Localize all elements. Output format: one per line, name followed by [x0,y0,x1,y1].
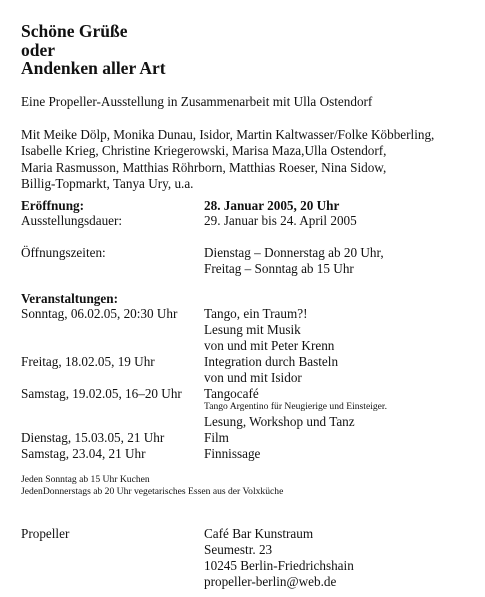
event-1-detail-2: von und mit Peter Krenn [204,338,335,353]
note-thursday: JedenDonnerstags ab 20 Uhr vegetarisches Essen aus der Volxküche [21,486,284,497]
duration-label: Ausstellungsdauer: [21,213,123,228]
title-line-2: oder [21,39,56,60]
event-1-date: Sonntag, 06.02.05, 20:30 Uhr [21,306,178,321]
note-sunday: Jeden Sonntag ab 15 Uhr Kuchen [21,474,150,485]
artist-list [21,127,483,192]
footer-street: Seumestr. 23 [204,542,273,557]
footer-name: Propeller [21,526,70,541]
event-5-title: Finnissage [204,446,261,461]
event-2-detail-1: von und mit Isidor [204,370,302,385]
event-4-date: Dienstag, 15.03.05, 21 Uhr [21,430,165,445]
footer-city: 10245 Berlin-Friedrichshain [204,558,354,573]
hours-value-2: Freitag – Sonntag ab 15 Uhr [204,261,354,276]
event-3-small-note: Tango Argentino für Neugierige und Einsteiger. [204,401,387,412]
hours-label: Öffnungszeiten: [21,245,106,260]
artist-line-3: Maria Rasmusson, Matthias Röhrborn, Matthias Roeser, Nina Sidow, [21,159,387,175]
event-1-title: Tango, ein Traum?! [204,306,308,321]
event-2-date: Freitag, 18.02.05, 19 Uhr [21,354,155,369]
events-heading: Veranstaltungen: [21,291,118,306]
artist-line-2: Isabelle Krieg, Christine Kriegerowski, Marisa Maza,Ulla Ostendorf, [21,143,387,159]
page-title [21,22,166,78]
footer-email[interactable]: propeller-berlin@web.de [204,574,337,589]
opening-value: 28. Januar 2005, 20 Uhr [204,198,340,213]
title-line-3: Andenken aller Art [21,58,166,78]
event-2-title: Integration durch Basteln [204,354,339,369]
event-1-detail-1: Lesung mit Musik [204,322,301,337]
artist-line-1: Mit Meike Dölp, Monika Dunau, Isidor, Martin Kaltwasser/Folke Köbberling, [21,127,435,142]
title-line-1: Schöne Grüße [21,21,128,41]
hours-value-1: Dienstag – Donnerstag ab 20 Uhr, [204,245,384,260]
event-3-detail-1: Lesung, Workshop und Tanz [204,414,355,429]
event-3-date: Samstag, 19.02.05, 16–20 Uhr [21,386,182,401]
event-3-title: Tangocafé [204,386,259,401]
footer-venue: Café Bar Kunstraum [204,526,314,541]
subtitle: Eine Propeller-Ausstellung in Zusammenarbeit mit Ulla Ostendorf [21,94,373,109]
event-5-date: Samstag, 23.04, 21 Uhr [21,446,146,461]
artist-line-4: Billig-Topmarkt, Tanya Ury, u.a. [21,175,194,191]
opening-label: Eröffnung: [21,198,85,213]
event-4-title: Film [204,430,229,445]
duration-value: 29. Januar bis 24. April 2005 [204,213,357,228]
